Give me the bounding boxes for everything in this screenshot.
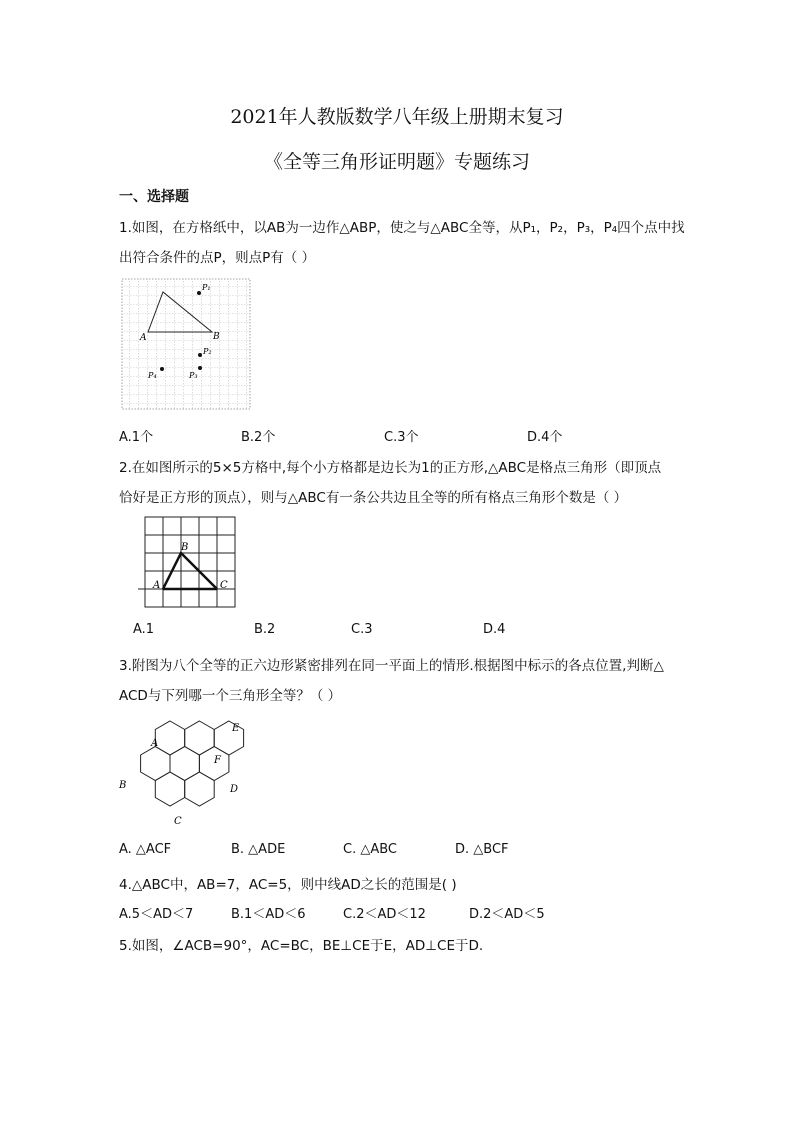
q3-option-b: B. △ADE	[231, 842, 286, 857]
q1-label-b: B	[213, 332, 220, 342]
q3-option-c: C. △ABC	[343, 842, 397, 857]
q3-label-d: D	[230, 784, 239, 795]
q1-grid-figure	[121, 278, 251, 410]
q1-point-p1	[197, 291, 201, 295]
q3-label-c: C	[174, 816, 182, 826]
q3-text-line-1: 3.附图为八个全等的正六边形紧密排列在同一平面上的情形.根据图中标示的各点位置,判断△	[119, 658, 664, 674]
q3-hexagon	[141, 747, 170, 781]
q1-option-a: A.1个	[119, 430, 154, 445]
q1-point-p4	[160, 367, 164, 371]
title-line-2: 《全等三角形证明题》专题练习	[263, 151, 530, 173]
q1-text-line-2: 出符合条件的点P，则点P有（ ）	[119, 250, 316, 266]
q4-option-a: A.5＜AD＜7	[119, 907, 194, 922]
q1-label-p3: P₃	[189, 371, 198, 380]
q3-hexagon	[185, 772, 215, 806]
q3-hexagon	[155, 772, 184, 806]
q4-option-c: C.2＜AD＜12	[343, 907, 426, 922]
q1-label-a: A	[140, 333, 147, 343]
q2-text-line-2: 恰好是正方形的顶点），则与△ABC有一条公共边且全等的所有格点三角形个数是（ ）	[119, 490, 628, 506]
q3-option-a: A. △ACF	[119, 842, 172, 857]
q2-label-b: B	[181, 542, 189, 553]
section-heading: 一、选择题	[119, 189, 189, 205]
q1-label-p1: P₁	[202, 283, 211, 292]
q4-option-d: D.2＜AD＜5	[469, 907, 545, 922]
q3-option-d: D. △BCF	[455, 842, 509, 857]
q4-option-b: B.1＜AD＜6	[231, 907, 306, 922]
q1-label-p2: P₂	[203, 347, 212, 356]
q3-hexagon	[170, 747, 199, 781]
q2-option-b: B.2	[254, 622, 276, 637]
q3-label-f: F	[214, 755, 221, 766]
q2-label-c: C	[220, 580, 228, 591]
q2-label-a: A	[153, 580, 161, 591]
q1-point-p3	[198, 366, 202, 370]
q3-label-a: A	[151, 738, 159, 749]
q1-option-b: B.2个	[241, 430, 276, 445]
q1-label-p4: P₄	[148, 371, 157, 380]
q2-grid-figure	[138, 514, 238, 612]
q4-text-line-1: 4.△ABC中，AB=7，AC=5，则中线AD之长的范围是( )	[119, 877, 457, 893]
q1-point-p2	[198, 353, 202, 357]
q2-text-line-1: 2.在如图所示的5×5方格中,每个小方格都是边长为1的正方形,△ABC是格点三角形（即顶点	[119, 460, 662, 476]
q2-option-c: C.3	[351, 622, 373, 637]
q2-option-a: A.1	[133, 622, 155, 637]
q3-hexagon	[155, 721, 184, 755]
q5-text-line-1: 5.如图，∠ACB=90°，AC=BC，BE⊥CE于E，AD⊥CE于D.	[119, 938, 484, 954]
title-line-1: 2021年人教版数学八年级上册期末复习	[230, 106, 564, 128]
q3-label-b: B	[119, 780, 127, 791]
q1-grid	[122, 279, 250, 409]
q1-option-d: D.4个	[527, 430, 563, 445]
q1-text-line-1: 1.如图，在方格纸中，以AB为一边作△ABP，使之与△ABC全等，从P₁，P₂，P₃，P₄四个点中找	[119, 220, 685, 236]
q3-hexagon	[185, 721, 215, 755]
q3-hexagon-figure	[118, 714, 252, 826]
q1-option-c: C.3个	[384, 430, 419, 445]
q3-text-line-2: ACD与下列哪一个三角形全等？（ ）	[119, 688, 342, 704]
q3-hexagons	[141, 721, 244, 806]
q3-label-e: E	[232, 723, 240, 734]
q2-option-d: D.4	[483, 622, 506, 637]
